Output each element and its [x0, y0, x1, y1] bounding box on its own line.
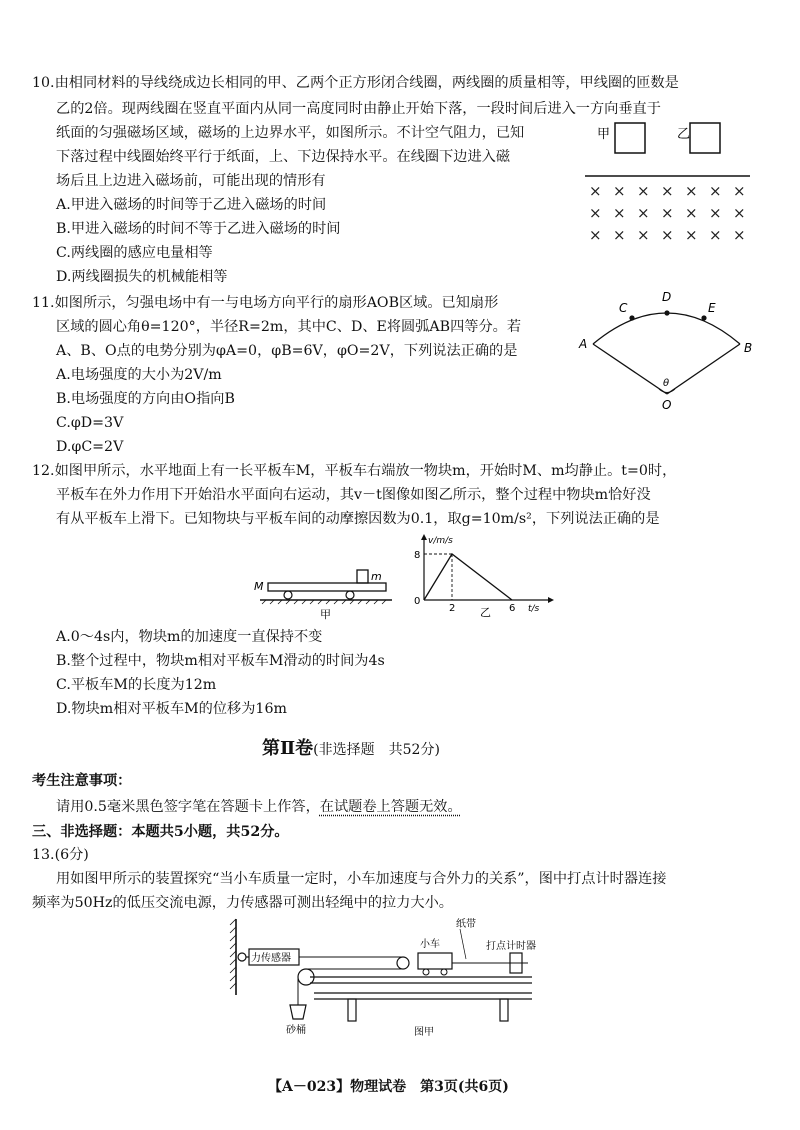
tick-label-6: 6 [509, 603, 516, 614]
q10-line-4: 下落过程中线圈始终平行于纸面，上、下边保持水平。在线圈下边进入磁 [56, 149, 511, 165]
svg-text:×: × [589, 204, 602, 222]
label-b: B [744, 341, 753, 355]
vt-line [424, 554, 512, 600]
label-o: O [662, 398, 672, 412]
label-car: 小车 [420, 939, 440, 950]
q13-number: 13.(6分) [32, 847, 89, 863]
q10-line-2: 乙的2倍。现两线圈在竖直平面内从同一高度同时由静止开始下落，一段时间后进入一方向垂直于 [56, 101, 661, 117]
svg-text:×: × [613, 204, 626, 222]
svg-text:×: × [613, 226, 626, 244]
label-block-m: m [371, 570, 382, 583]
coil-yi [690, 123, 720, 153]
t-axis-arrow [548, 597, 554, 603]
label-v-axis: v/m/s [428, 536, 453, 546]
sand-bucket [290, 1005, 306, 1019]
q10-option-a: A.甲进入磁场的时间等于乙进入磁场的时间 [56, 197, 327, 213]
q10-option-b: B.甲进入磁场的时间不等于乙进入磁场的时间 [56, 221, 341, 237]
sector-radius-ob [667, 344, 740, 394]
sector-arc-ab [593, 313, 740, 344]
notice-text-a: 请用0.5毫米黑色签字笔在答题卡上作答， [56, 799, 320, 815]
q13-line-1: 用如图甲所示的装置探究“当小车质量一定时，小车加速度与合外力的关系”，图中打点计时器连接 [56, 871, 667, 887]
part3-heading: 三、非选择题：本题共5小题，共52分。 [32, 824, 289, 840]
q11-option-c: C.φD=3V [56, 415, 124, 431]
q12-option-c: C.平板车M的长度为12m [56, 677, 217, 693]
label-t-axis: t/s [528, 604, 540, 614]
q12-line-2: 平板车在外力作用下开始沿水平面向右运动，其v－t图像如图乙所示，整个过程中物块m恰好没 [56, 487, 651, 503]
svg-text:×: × [685, 182, 698, 200]
point-c [629, 315, 634, 320]
svg-text:×: × [709, 226, 722, 244]
q11-sector-figure [575, 288, 770, 413]
label-sensor: 力传感器 [251, 953, 291, 964]
svg-text:×: × [589, 226, 602, 244]
label-theta: θ [663, 378, 670, 389]
svg-text:×: × [661, 182, 674, 200]
svg-text:×: × [637, 226, 650, 244]
label-bucket: 砂桶 [286, 1025, 306, 1036]
svg-text:×: × [733, 226, 746, 244]
svg-text:×: × [661, 204, 674, 222]
svg-text:×: × [589, 182, 602, 200]
q10-option-c: C.两线圈的感应电量相等 [56, 245, 213, 261]
page-footer: 【A－023】物理试卷 第3页(共6页) [268, 1079, 509, 1095]
section-2-title [262, 734, 440, 760]
label-a: A [579, 337, 588, 351]
q10-option-d: D.两线圈损失的机械能相等 [56, 269, 228, 285]
tick-label-2: 2 [449, 603, 456, 614]
label-caption: 图甲 [414, 1027, 434, 1038]
q12-option-d: D.物块m相对平板车M的位移为16m [56, 701, 287, 717]
q12-line-3: 有从平板车上滑下。已知物块与平板车间的动摩擦因数为0.1，取g=10m/s²，下列说法正确的是 [56, 511, 660, 527]
cart-wheel-left [284, 591, 292, 599]
svg-text:×: × [733, 182, 746, 200]
label-cart-m: M [254, 580, 264, 593]
q12-option-a: A.0～4s内，物块m的加速度一直保持不变 [56, 629, 323, 645]
block-m [357, 570, 368, 583]
svg-text:×: × [661, 226, 674, 244]
q12-vt-graph [410, 532, 560, 617]
q10-magnetic-field-figure [585, 118, 755, 248]
notice-text [56, 797, 462, 817]
coil-jia [615, 123, 645, 153]
q12-option-b: B.整个过程中，物块m相对平板车M滑动的时间为4s [56, 653, 385, 669]
label-tape: 纸带 [456, 919, 476, 930]
svg-text:×: × [733, 204, 746, 222]
point-e [701, 315, 706, 320]
svg-text:×: × [685, 226, 698, 244]
label-fig-yi: 乙 [480, 606, 491, 617]
q11-option-d: D.φC=2V [56, 439, 124, 455]
tick-label-0: 0 [414, 596, 421, 607]
svg-text:×: × [613, 182, 626, 200]
car-pulley [397, 957, 409, 969]
label-d: D [662, 290, 672, 304]
sector-radius-oa [593, 344, 670, 394]
q11-option-a: A.电场强度的大小为2V/m [56, 367, 222, 383]
label-timer: 打点计时器 [486, 941, 536, 952]
notice-text-b: 在试题卷上答题无效。 [319, 799, 462, 815]
svg-text:×: × [637, 204, 650, 222]
wall-pulley [238, 953, 246, 961]
q10-fig-label-yi: 乙 [677, 127, 691, 142]
q10-line-3: 纸面的匀强磁场区域，磁场的上边界水平，如图所示。不计空气阻力，已知 [56, 125, 525, 141]
q11-line-2: 区域的圆心角θ=120°，半径R=2m，其中C、D、E将圆弧AB四等分。若 [56, 319, 522, 335]
tick-label-8: 8 [414, 550, 421, 561]
svg-text:×: × [685, 204, 698, 222]
car-wheel-right [441, 969, 447, 975]
tape-leader-line [460, 929, 466, 959]
svg-text:×: × [709, 204, 722, 222]
q10-fig-label-jia: 甲 [597, 127, 611, 142]
cart-m-board [268, 583, 386, 591]
v-axis-arrow [421, 534, 427, 540]
q13-line-2: 频率为50Hz的低压交流电源，力传感器可测出轻绳中的拉力大小。 [32, 895, 453, 911]
q12-line-1: 12.如图甲所示，水平地面上有一长平板车M，平板车右端放一物块m，开始时M、m均静止。t=0时， [32, 463, 677, 479]
q11-option-b: B.电场强度的方向由O指向B [56, 391, 235, 407]
label-e: E [708, 301, 716, 315]
wall-hatching [230, 919, 236, 989]
point-d [664, 310, 669, 315]
cart-wheel-right [346, 591, 354, 599]
q10-line-1: 10.由相同材料的导线绕成边长相同的甲、乙两个正方形闭合线圈，两线圈的质量相等，甲线圈的匝数是 [32, 75, 679, 91]
q13-apparatus-figure [228, 915, 558, 1045]
q12-cart-figure [250, 560, 400, 620]
q11-line-3: A、B、O点的电势分别为φA=0，φB=6V，φO=2V，下列说法正确的是 [56, 343, 518, 359]
svg-text:×: × [709, 182, 722, 200]
car-wheel-left [423, 969, 429, 975]
magnetic-field-crosses [589, 182, 746, 244]
q11-line-1: 11.如图所示，匀强电场中有一与电场方向平行的扇形AOB区域。已知扇形 [32, 295, 499, 311]
toy-car [418, 953, 452, 969]
section-2-subtitle: (非选择题 共52分) [313, 742, 440, 758]
q10-line-5: 场后且上边进入磁场前，可能出现的情形有 [56, 173, 326, 189]
notice-heading: 考生注意事项： [32, 773, 132, 789]
label-c: C [619, 301, 628, 315]
table-leg-right [500, 999, 508, 1021]
section-2-main: 第Ⅱ卷 [262, 738, 314, 759]
label-fig-jia: 甲 [320, 608, 331, 620]
table-leg-left [348, 999, 356, 1021]
svg-text:×: × [637, 182, 650, 200]
